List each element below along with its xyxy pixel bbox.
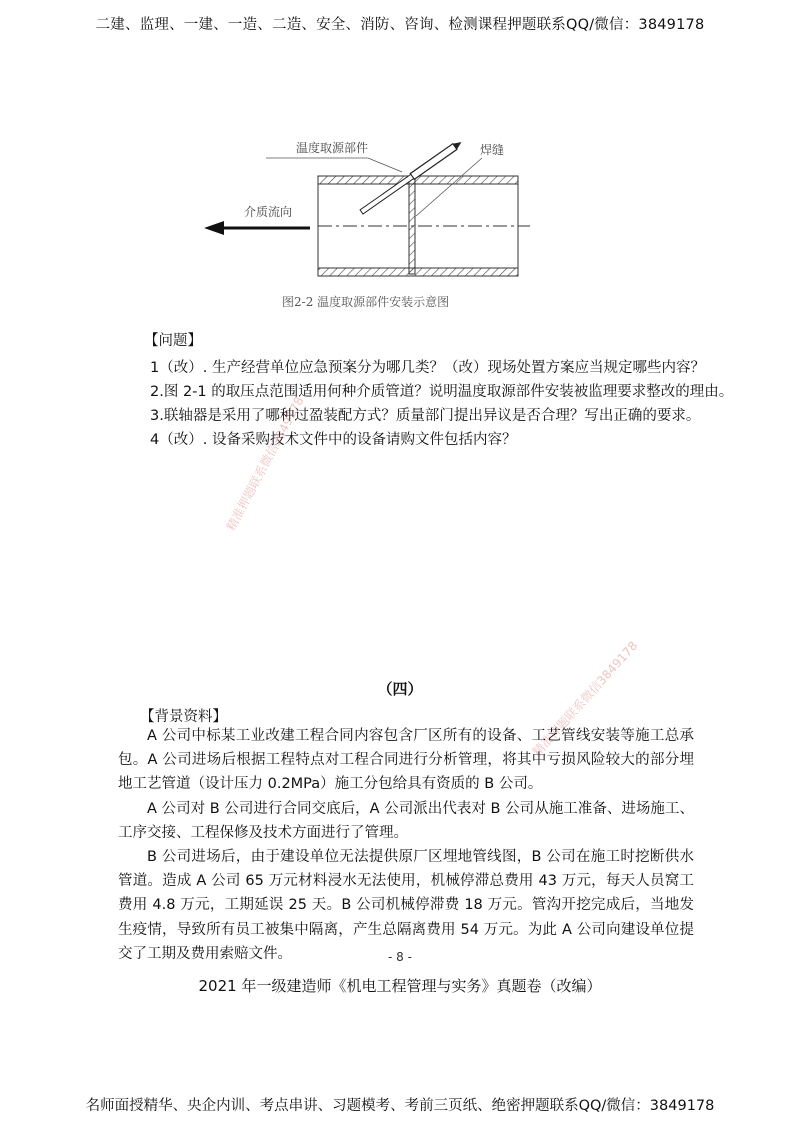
questions-block xyxy=(144,330,734,452)
pipe-bottom-wall xyxy=(318,268,518,276)
pipe-diagram xyxy=(190,118,570,318)
page-header: 二建、监理、一建、一造、二造、安全、消防、咨询、检测课程押题联系QQ/微信：3849178 xyxy=(95,17,705,33)
watermark: 精准押题联系微信3849178 xyxy=(223,394,307,534)
question-item: 1（改）. 生产经营单位应急预案分为哪几类？（改）现场处置方案应当规定哪些内容？ xyxy=(150,360,705,376)
section-title: （四） xyxy=(377,680,423,698)
sensor-leader xyxy=(266,158,402,172)
document-title: 2021 年一级建造师《机电工程管理与实务》真题卷（改编） xyxy=(198,977,602,995)
watermark: 精准押题联系微信3849178 xyxy=(529,638,641,760)
weld-label: 焊缝 xyxy=(480,143,505,157)
question-item: 4（改）. 设备采购技术文件中的设备请购文件包括内容？ xyxy=(150,432,517,448)
question-item: 3.联轴器是采用了哪种过盈装配方式？质量部门提出异议是否合理？写出正确的要求。 xyxy=(150,408,701,424)
pipe-installation-figure xyxy=(190,118,570,318)
question-item: 2.图 2-1 的取压点范围适用何种介质管道？说明温度取源部件安装被监理要求整改的理由。 xyxy=(150,384,734,400)
background-paragraph: B 公司进场后，由于建设单位无法提供原厂区埋地管线图，B 公司在施工时挖断供水管道。造成 A 公司 65 万元材料浸水无法使用，机械停滞总费用 43 万元，每天人员窝工费用 4.8 万元，工期延误 25 天。B 公司机械停滞费 18 万元。管沟开挖完成后，当地发生疫情，导致所有员工被集中隔离，产生总隔离费用 54 万元。为此 A 公司向建设单位提交了工期及费用索赔文件。 xyxy=(118,849,694,962)
flow-label: 介质流向 xyxy=(244,205,293,219)
background-heading: 【背景资料】 xyxy=(140,709,227,725)
page-footer: 名师面授精华、央企内训、考点串讲、习题模考、考前三页纸、绝密押题联系QQ/微信：3849178 xyxy=(85,1098,715,1114)
sensor-label: 温度取源部件 xyxy=(296,141,369,155)
questions-heading: 【问题】 xyxy=(144,333,202,349)
background-body xyxy=(118,724,694,966)
background-paragraph: A 公司中标某工业改建工程合同内容包含厂区所有的设备、工艺管线安装等施工总承包。A 公司进场后根据工程特点对工程合同进行分析管理，将其中亏损风险较大的部分埋地工艺管道（设计压力 0.2MPa）施工分包给具有资质的 B 公司。 xyxy=(118,728,694,793)
figure-caption: 图2-2 温度取源部件安装示意图 xyxy=(282,295,450,309)
background-paragraph: A 公司对 B 公司进行合同交底后，A 公司派出代表对 B 公司从施工准备、进场施工、工序交接、工程保修及技术方面进行了管理。 xyxy=(118,800,694,841)
page-number: - 8 - xyxy=(388,950,412,964)
